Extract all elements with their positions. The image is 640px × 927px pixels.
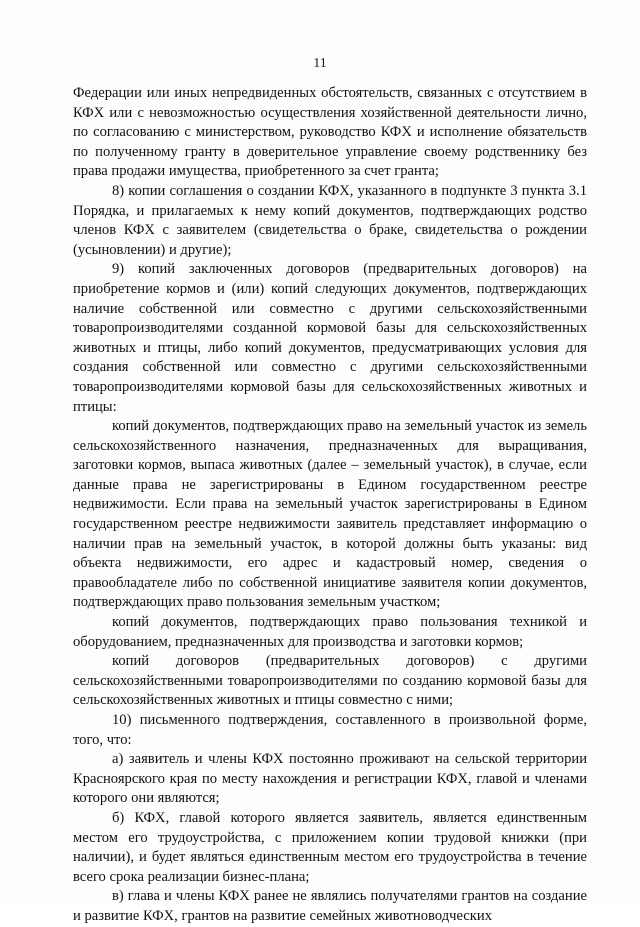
paragraph-subitem-a: а) заявитель и члены КФХ постоянно проживают на сельской территории Красноярского края по месту нахождения и регистрации КФХ, главой и членами которого они являются; xyxy=(73,751,587,807)
paragraph-equipment-documents: копий документов, подтверждающих право пользования техникой и оборудованием, предназначенных для производства и заготовки кормов; xyxy=(73,614,587,650)
page-number: 11 xyxy=(313,56,327,71)
paragraph-item-9: 9) копий заключенных договоров (предварительных договоров) на приобретение кормов и (или) копий следующих документов, подтверждающих наличие собственной или совместно с другими сельскохозяйственными товаропроизводителями созданной кормовой базы для сельскохозяйственных животных и птицы, либо копий документов, предусматривающих условия для создания собственной или совместно с другими сельскохозяйственными товаропроизводителями кормовой базы для сельскохозяйственных животных и птицы: xyxy=(73,261,587,415)
paragraph-contracts: копий договоров (предварительных договоров) с другими сельскохозяйственными товаропроизводителями по созданию кормовой базы для сельскохозяйственных животных и птицы совместно с ними; xyxy=(73,653,587,709)
paragraph-continuation: Федерации или иных непредвиденных обстоятельств, связанных с отсутствием в КФХ или с невозможностью осуществления хозяйственной деятельности лично, по согласованию с министерством, руководство КФХ и исполнение обязательств по полученному гранту в доверительное управление своему родственнику без права продажи имущества, приобретенного за счет гранта; xyxy=(73,85,587,180)
paragraph-subitem-v: в) глава и члены КФХ ранее не являлись получателями грантов на создание и развитие КФХ, грантов на развитие семейных животноводческих xyxy=(73,888,587,924)
paragraph-item-8: 8) копии соглашения о создании КФХ, указанного в подпункте 3 пункта 3.1 Порядка, и прилагаемых к нему копий документов, подтверждающих родство членов КФХ с заявителем (свидетельства о браке, свидетельства о рождении (усыновлении) и другие); xyxy=(73,182,587,258)
document-body xyxy=(73,84,587,927)
paragraph-land-documents: копий документов, подтверждающих право на земельный участок из земель сельскохозяйственного назначения, предназначенных для выращивания, заготовки кормов, выпаса животных (далее – земельный участок), в случае, если данные права не зарегистрированы в Едином государственном реестре недвижимости. Если права на земельный участок зарегистрированы в Едином государственном реестре недвижимости заявитель представляет информацию о наличии прав на земельный участок, в которой должны быть указаны: вид объекта недвижимости, его адрес и кадастровый номер, сведения о правообладателе либо по собственной инициативе заявителя копии документов, подтверждающих право пользования земельным участком; xyxy=(73,418,587,611)
paragraph-subitem-b: б) КФХ, главой которого является заявитель, является единственным местом его трудоустройства, с приложением копии трудовой книжки (при наличии), и будет являться единственным местом его трудоустройства в течение всего срока реализации бизнес-плана; xyxy=(73,809,587,885)
paragraph-item-10: 10) письменного подтверждения, составленного в произвольной форме, того, что: xyxy=(73,712,587,748)
